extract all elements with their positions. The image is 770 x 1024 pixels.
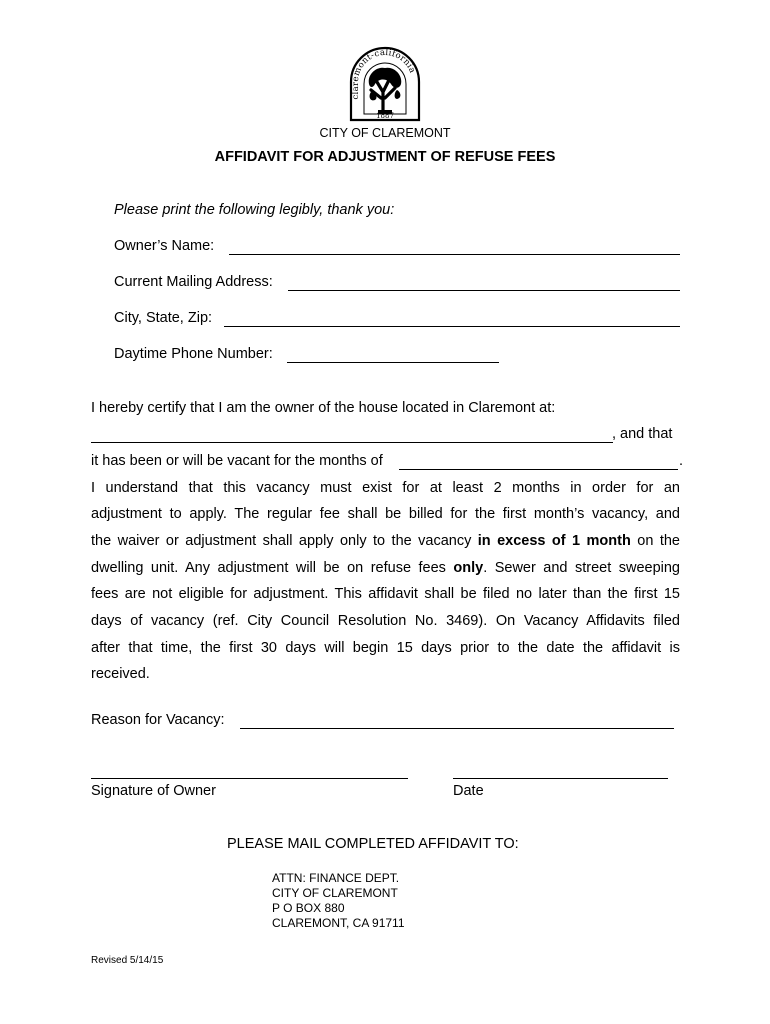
body-line-7: after that time, the first 30 days will begin 15 days prior to the date the affidavit is [91, 640, 680, 656]
body-line-2: adjustment to apply. The regular fee shall be billed for the first month’s vacancy, and [91, 506, 680, 522]
and-that-text: , and that [612, 426, 673, 442]
page-title: AFFIDAVIT FOR ADJUSTMENT OF REFUSE FEES [214, 149, 556, 165]
body-line-1: I understand that this vacancy must exist for at least 2 months in order for an [91, 480, 680, 496]
seal-arc-text: claremont-california [350, 47, 418, 100]
seal-year: 1887 [376, 112, 394, 120]
owner-signature-label: Signature of Owner [91, 783, 216, 799]
vacant-prefix-text: it has been or will be vacant for the months of [91, 453, 383, 469]
body-line-3: the waiver or adjustment shall apply only to the vacancy in excess of 1 month on the [91, 533, 680, 549]
owner-signature-field[interactable] [91, 762, 408, 779]
revised-date: Revised 5/14/15 [91, 955, 164, 966]
daytime-phone-label: Daytime Phone Number: [114, 346, 273, 362]
daytime-phone-field[interactable] [287, 346, 499, 363]
body-line-6: days of vacancy (ref. City Council Resolution No. 3469). On Vacancy Affidavits filed [91, 613, 680, 629]
mailing-address-label: Current Mailing Address: [114, 274, 273, 290]
mail-address-line: CITY OF CLAREMONT [272, 886, 398, 900]
mail-address-line: ATTN: FINANCE DEPT. [272, 871, 400, 885]
city-state-zip-field[interactable] [224, 310, 680, 327]
city-state-zip-label: City, State, Zip: [114, 310, 213, 326]
mailing-address-field[interactable] [288, 274, 680, 291]
city-seal-logo [347, 44, 423, 124]
body-line-5: fees are not eligible for adjustment. This affidavit shall be filed no later than the first 15 [91, 586, 680, 602]
mail-address-line: CLAREMONT, CA 91711 [272, 916, 405, 930]
owner-name-field[interactable] [229, 238, 680, 255]
date-field[interactable] [453, 762, 668, 779]
reason-field[interactable] [240, 712, 674, 729]
date-label: Date [453, 783, 484, 799]
vacant-suffix-text: . [679, 453, 684, 469]
tree-icon [369, 68, 402, 114]
reason-label: Reason for Vacancy: [91, 712, 225, 728]
owner-name-label: Owner’s Name: [114, 238, 215, 254]
property-address-field[interactable] [91, 426, 613, 443]
mail-heading: PLEASE MAIL COMPLETED AFFIDAVIT TO: [227, 836, 519, 852]
mail-address-line: P O BOX 880 [272, 901, 345, 915]
body-line-8: received. [91, 666, 150, 682]
city-name: CITY OF CLAREMONT [319, 126, 451, 140]
instructions-text: Please print the following legibly, thank you: [114, 202, 395, 218]
vacancy-months-field[interactable] [399, 453, 678, 470]
certify-intro: I hereby certify that I am the owner of the house located in Claremont at: [91, 400, 556, 416]
body-line-4: dwelling unit. Any adjustment will be on refuse fees only. Sewer and street sweeping [91, 560, 680, 576]
